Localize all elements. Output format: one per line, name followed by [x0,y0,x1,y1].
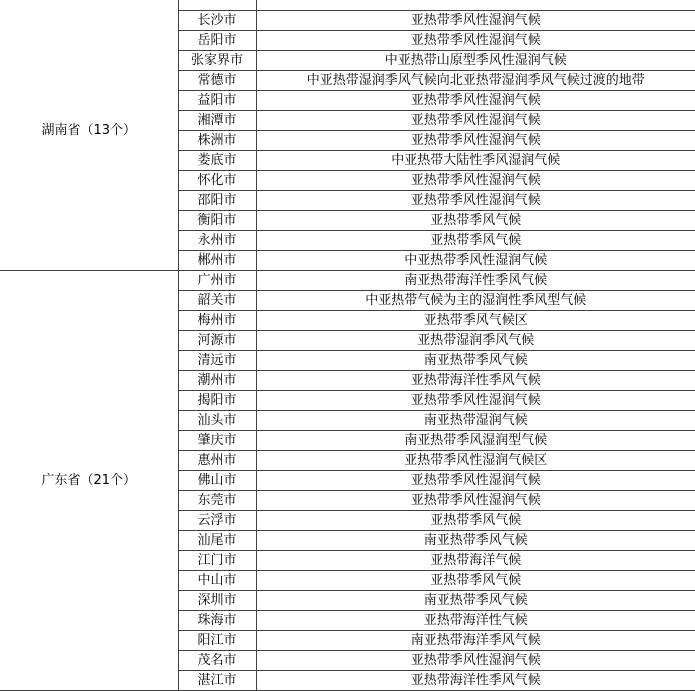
climate-cell[interactable]: 亚热带季风气候 [256,211,695,231]
city-cell[interactable]: 邵阳市 [178,191,256,211]
city-cell[interactable]: 中山市 [178,571,256,591]
climate-cell[interactable]: 亚热带季风性湿润气候 [256,131,695,151]
climate-cell[interactable]: 亚热带湿润季风气候 [256,331,695,351]
table-row [0,0,695,11]
city-cell[interactable]: 深圳市 [178,591,256,611]
city-cell[interactable]: 常德市 [178,71,256,91]
city-cell[interactable]: 长沙市 [178,11,256,31]
climate-cell[interactable]: 亚热带季风性湿润气候 [256,191,695,211]
climate-cell[interactable] [256,0,695,11]
climate-cell[interactable]: 中亚热带气候为主的湿润性季风型气候 [256,291,695,311]
climate-cell[interactable]: 南亚热带季风气候 [256,351,695,371]
city-cell[interactable]: 汕头市 [178,411,256,431]
climate-cell[interactable]: 南亚热带季风气候 [256,531,695,551]
climate-cell[interactable]: 亚热带海洋性季风气候 [256,671,695,691]
city-cell[interactable]: 岳阳市 [178,31,256,51]
city-cell[interactable]: 张家界市 [178,51,256,71]
climate-cell[interactable]: 亚热带季风气候区 [256,311,695,331]
climate-cell[interactable]: 亚热带季风性湿润气候 [256,171,695,191]
climate-cell[interactable]: 南亚热带季风湿润型气候 [256,431,695,451]
city-cell[interactable]: 江门市 [178,551,256,571]
city-cell[interactable]: 惠州市 [178,451,256,471]
climate-cell[interactable]: 亚热带季风气候 [256,231,695,251]
city-cell[interactable]: 茂名市 [178,651,256,671]
city-cell[interactable]: 梅州市 [178,311,256,331]
city-cell[interactable]: 益阳市 [178,91,256,111]
climate-cell[interactable]: 亚热带海洋性季风气候 [256,371,695,391]
city-cell[interactable]: 娄底市 [178,151,256,171]
climate-cell[interactable]: 中亚热带湿润季风气候向北亚热带湿润季风气候过渡的地带 [256,71,695,91]
climate-cell[interactable]: 亚热带海洋性气候 [256,611,695,631]
city-cell[interactable]: 珠海市 [178,611,256,631]
city-cell[interactable]: 清远市 [178,351,256,371]
city-cell[interactable]: 永州市 [178,231,256,251]
province-cell[interactable]: 湖南省（13个） [0,0,178,271]
city-cell[interactable]: 东莞市 [178,491,256,511]
city-cell[interactable]: 湛江市 [178,671,256,691]
climate-cell[interactable]: 亚热带季风气候 [256,571,695,591]
climate-cell[interactable]: 亚热带季风性湿润气候区 [256,451,695,471]
climate-cell[interactable]: 亚热带季风性湿润气候 [256,651,695,671]
climate-cell[interactable]: 亚热带海洋气候 [256,551,695,571]
province-cell[interactable]: 广东省（21个） [0,271,178,691]
city-cell[interactable]: 衡阳市 [178,211,256,231]
city-cell[interactable]: 潮州市 [178,371,256,391]
climate-cell[interactable]: 南亚热带海洋性季风气候 [256,271,695,291]
city-cell[interactable]: 怀化市 [178,171,256,191]
city-cell[interactable]: 株洲市 [178,131,256,151]
city-cell[interactable]: 郴州市 [178,251,256,271]
climate-cell[interactable]: 亚热带季风性湿润气候 [256,111,695,131]
city-cell[interactable]: 韶关市 [178,291,256,311]
city-cell[interactable]: 广州市 [178,271,256,291]
climate-cell[interactable]: 中亚热带山原型季风性湿润气候 [256,51,695,71]
climate-cell[interactable]: 南亚热带湿润气候 [256,411,695,431]
city-cell[interactable]: 阳江市 [178,631,256,651]
city-cell[interactable]: 揭阳市 [178,391,256,411]
climate-cell[interactable]: 亚热带季风性湿润气候 [256,91,695,111]
city-cell[interactable]: 云浮市 [178,511,256,531]
city-cell[interactable]: 湘潭市 [178,111,256,131]
city-cell[interactable]: 肇庆市 [178,431,256,451]
climate-cell[interactable]: 南亚热带海洋季风气候 [256,631,695,651]
climate-cell[interactable]: 亚热带季风性湿润气候 [256,471,695,491]
climate-cell[interactable]: 亚热带季风性湿润气候 [256,31,695,51]
climate-cell[interactable]: 亚热带季风性湿润气候 [256,11,695,31]
climate-cell[interactable]: 亚热带季风性湿润气候 [256,391,695,411]
city-cell[interactable]: 佛山市 [178,471,256,491]
city-cell[interactable] [178,0,256,11]
climate-cell[interactable]: 南亚热带季风气候 [256,591,695,611]
city-cell[interactable]: 河源市 [178,331,256,351]
table-row [0,271,695,291]
climate-cell[interactable]: 中亚热带季风性湿润气候 [256,251,695,271]
city-cell[interactable]: 汕尾市 [178,531,256,551]
climate-cell[interactable]: 亚热带季风性湿润气候 [256,491,695,511]
climate-cell[interactable]: 亚热带季风气候 [256,511,695,531]
climate-cell[interactable]: 中亚热带大陆性季风湿润气候 [256,151,695,171]
